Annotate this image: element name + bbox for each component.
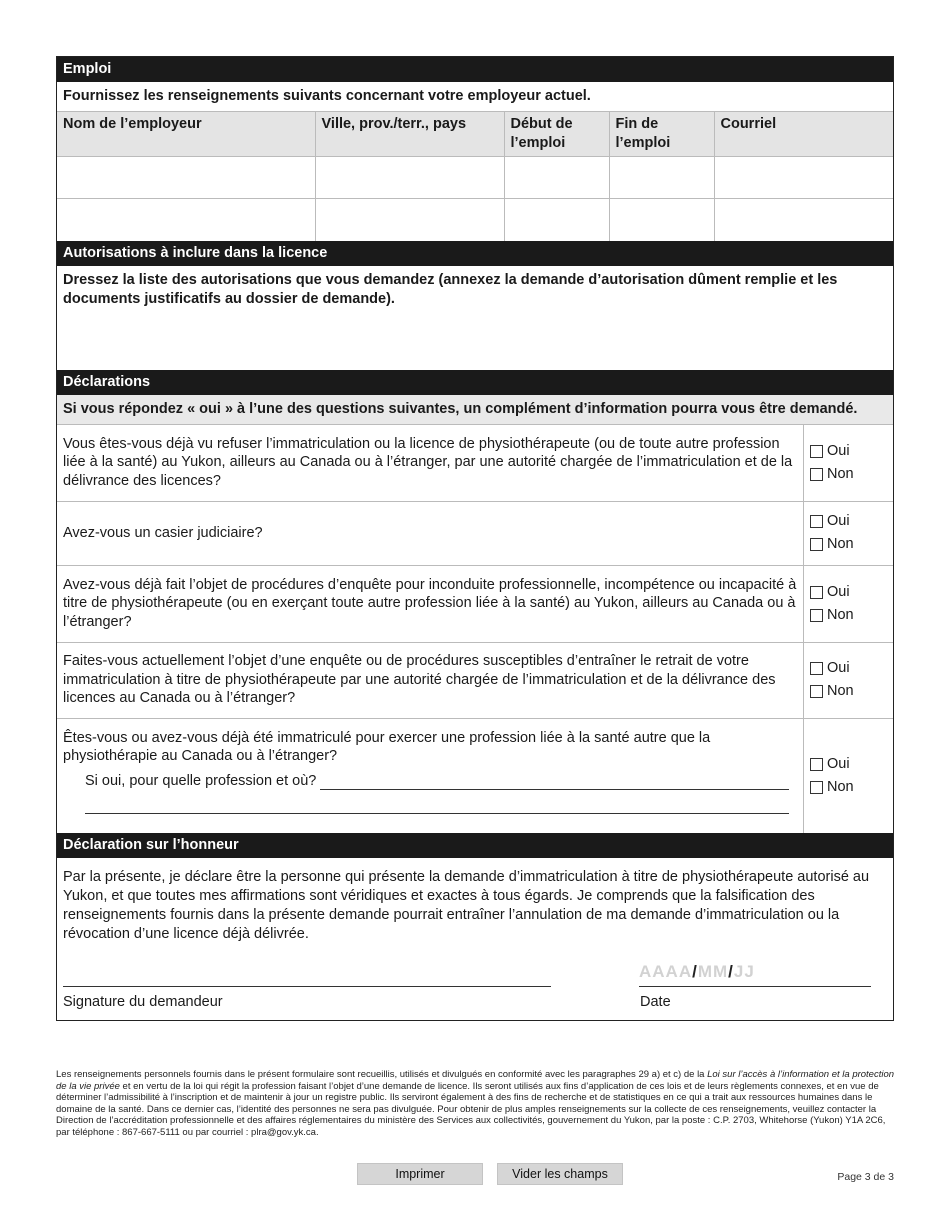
- question-text: Avez-vous un casier judiciaire?: [63, 524, 263, 541]
- yes-option[interactable]: Oui: [810, 657, 893, 680]
- employer-name-field[interactable]: [57, 199, 315, 241]
- no-option[interactable]: Non: [810, 533, 893, 556]
- profession-field[interactable]: [320, 776, 789, 790]
- question-row: [57, 501, 893, 565]
- question-text: Êtes-vous ou avez-vous déjà été immatriculé pour exercer une profession liée à la santé autre que la physiothérapie au Canada ou à l’étranger?: [63, 729, 711, 764]
- no-option[interactable]: Non: [810, 776, 893, 799]
- question-row: [57, 565, 893, 642]
- no-checkbox[interactable]: [810, 781, 823, 794]
- end-date-field[interactable]: [609, 157, 714, 199]
- employer-name-field[interactable]: [57, 157, 315, 199]
- column-start-date: Début de l’emploi: [504, 112, 609, 157]
- application-form: [56, 56, 894, 1021]
- question-row: [57, 718, 893, 833]
- question-text: Vous êtes-vous déjà vu refuser l’immatriculation ou la licence de physiothérapeute (ou de toute autre profession liée à la santé) au Yukon, ailleurs au Canada ou à l’étranger, par une autorité chargée de l’immatriculation et de la délivrance des licences?: [63, 435, 793, 489]
- question-row: [57, 642, 893, 718]
- column-city-province-country: Ville, prov./terr., pays: [315, 112, 504, 157]
- yes-option[interactable]: Oui: [810, 753, 893, 776]
- declarations-instruction: Si vous répondez « oui » à l’une des questions suivantes, un complément d’information pourra vous être demandé.: [57, 395, 893, 425]
- city-province-country-field[interactable]: [315, 199, 504, 241]
- no-checkbox[interactable]: [810, 538, 823, 551]
- employment-section-header: Emploi: [57, 57, 893, 82]
- no-option[interactable]: Non: [810, 604, 893, 627]
- authorizations-field[interactable]: [57, 266, 893, 370]
- employment-table: [57, 111, 893, 241]
- signature-area: [57, 944, 893, 1020]
- privacy-notice: Les renseignements personnels fournis dans le présent formulaire sont recueillis, utilisés et divulgués en conformité avec les paragraphes 29 a) et c) de la Loi sur l’accès à l’information et la protection de la vie privée et en vertu de la loi qui régit la profession faisant l’objet d’une demande de licence. Ils seront utilisés aux fins d’application de ces lois et de leurs règlements connexes, et en vue de déterminer l’admissibilité à l’inscription et de maintenir à jour un registre public. Ils serviront également à des fins de recherche et de statistiques en ce qui a trait aux ressources humaines dans le domaine de la santé. Dans ce dernier cas, l’identité des personnes ne sera pas divulguée. Pour obtenir de plus amples renseignements sur la collecte de ces renseignements, veuillez contacter la Direction de l’accréditation professionnelle et des affaires réglementaires du ministère des Services aux collectivités, gouvernement du Yukon, par la poste : C.P. 2703, Whitehorse (Yukon) Y1A 2C6, par téléphone : 867-667-5111 ou par courriel : plra@gov.yk.ca.: [56, 1069, 895, 1138]
- no-option[interactable]: Non: [810, 463, 893, 486]
- yes-checkbox[interactable]: [810, 662, 823, 675]
- question-row: [57, 425, 893, 501]
- privacy-law-title: Loi sur l’accès à l’information et la protection de la vie privée: [56, 1069, 895, 1092]
- yes-checkbox[interactable]: [810, 758, 823, 771]
- yes-checkbox[interactable]: [810, 586, 823, 599]
- authorizations-instruction: Dressez la liste des autorisations que vous demandez (annexez la demande d’autorisation dûment remplie et les documents justificatifs au dossier de demande).: [63, 271, 838, 307]
- profession-field-continued[interactable]: [85, 790, 789, 814]
- question-text: Faites-vous actuellement l’objet d’une enquête ou de procédures susceptibles d’entraîner le retrait de votre immatriculation à titre de physiothérapeute par une autorité chargée de l’immatriculation et de la délivrance des licences au Canada ou à l’étranger?: [63, 653, 776, 707]
- yes-checkbox[interactable]: [810, 515, 823, 528]
- city-province-country-field[interactable]: [315, 157, 504, 199]
- employment-table-header: [57, 112, 893, 157]
- employment-instruction: Fournissez les renseignements suivants concernant votre employeur actuel.: [63, 88, 591, 104]
- table-row: [57, 157, 893, 199]
- column-end-date: Fin de l’emploi: [609, 112, 714, 157]
- email-field[interactable]: [714, 199, 893, 241]
- signature-field[interactable]: [63, 986, 551, 987]
- declarations-section-header: Déclarations: [57, 370, 893, 395]
- attestation-text: Par la présente, je déclare être la personne qui présente la demande d’immatriculation à titre de physiothérapeute autorisé au Yukon, et que toutes mes affirmations sont véridiques et exactes à tous égards. Je comprends que la falsification des renseignements fournis dans la présente demande pourrait entraîner l’annulation de ma demande d’immatriculation ou la révocation d’une licence déjà délivrée.: [63, 868, 870, 942]
- followup-label: Si oui, pour quelle profession et où?: [85, 772, 317, 789]
- authorizations-section-header: Autorisations à inclure dans la licence: [57, 241, 893, 266]
- no-checkbox[interactable]: [810, 609, 823, 622]
- signature-label: Signature du demandeur: [63, 993, 223, 1010]
- no-option[interactable]: Non: [810, 680, 893, 703]
- column-email: Courriel: [714, 112, 893, 157]
- yes-option[interactable]: Oui: [810, 440, 893, 463]
- yes-option[interactable]: Oui: [810, 581, 893, 604]
- date-field[interactable]: AAAA/MM/JJ: [639, 961, 755, 981]
- yes-checkbox[interactable]: [810, 445, 823, 458]
- start-date-field[interactable]: [504, 199, 609, 241]
- column-employer-name: Nom de l’employeur: [57, 112, 315, 157]
- no-checkbox[interactable]: [810, 468, 823, 481]
- page-number: Page 3 de 3: [837, 1171, 894, 1183]
- no-checkbox[interactable]: [810, 685, 823, 698]
- date-line: [639, 986, 871, 987]
- date-label: Date: [640, 993, 671, 1010]
- clear-fields-button[interactable]: Vider les champs: [497, 1163, 623, 1185]
- end-date-field[interactable]: [609, 199, 714, 241]
- print-button[interactable]: Imprimer: [357, 1163, 483, 1185]
- yes-option[interactable]: Oui: [810, 510, 893, 533]
- attestation-section-header: Déclaration sur l’honneur: [57, 833, 893, 858]
- table-row: [57, 199, 893, 241]
- question-text: Avez-vous déjà fait l’objet de procédures d’enquête pour inconduite professionnelle, incompétence ou incapacité à titre de physiothérapeute (ou en exerçant toute autre profession liée à la santé) au Yukon, ailleurs au Canada ou à l’étranger?: [63, 576, 797, 630]
- start-date-field[interactable]: [504, 157, 609, 199]
- email-field[interactable]: [714, 157, 893, 199]
